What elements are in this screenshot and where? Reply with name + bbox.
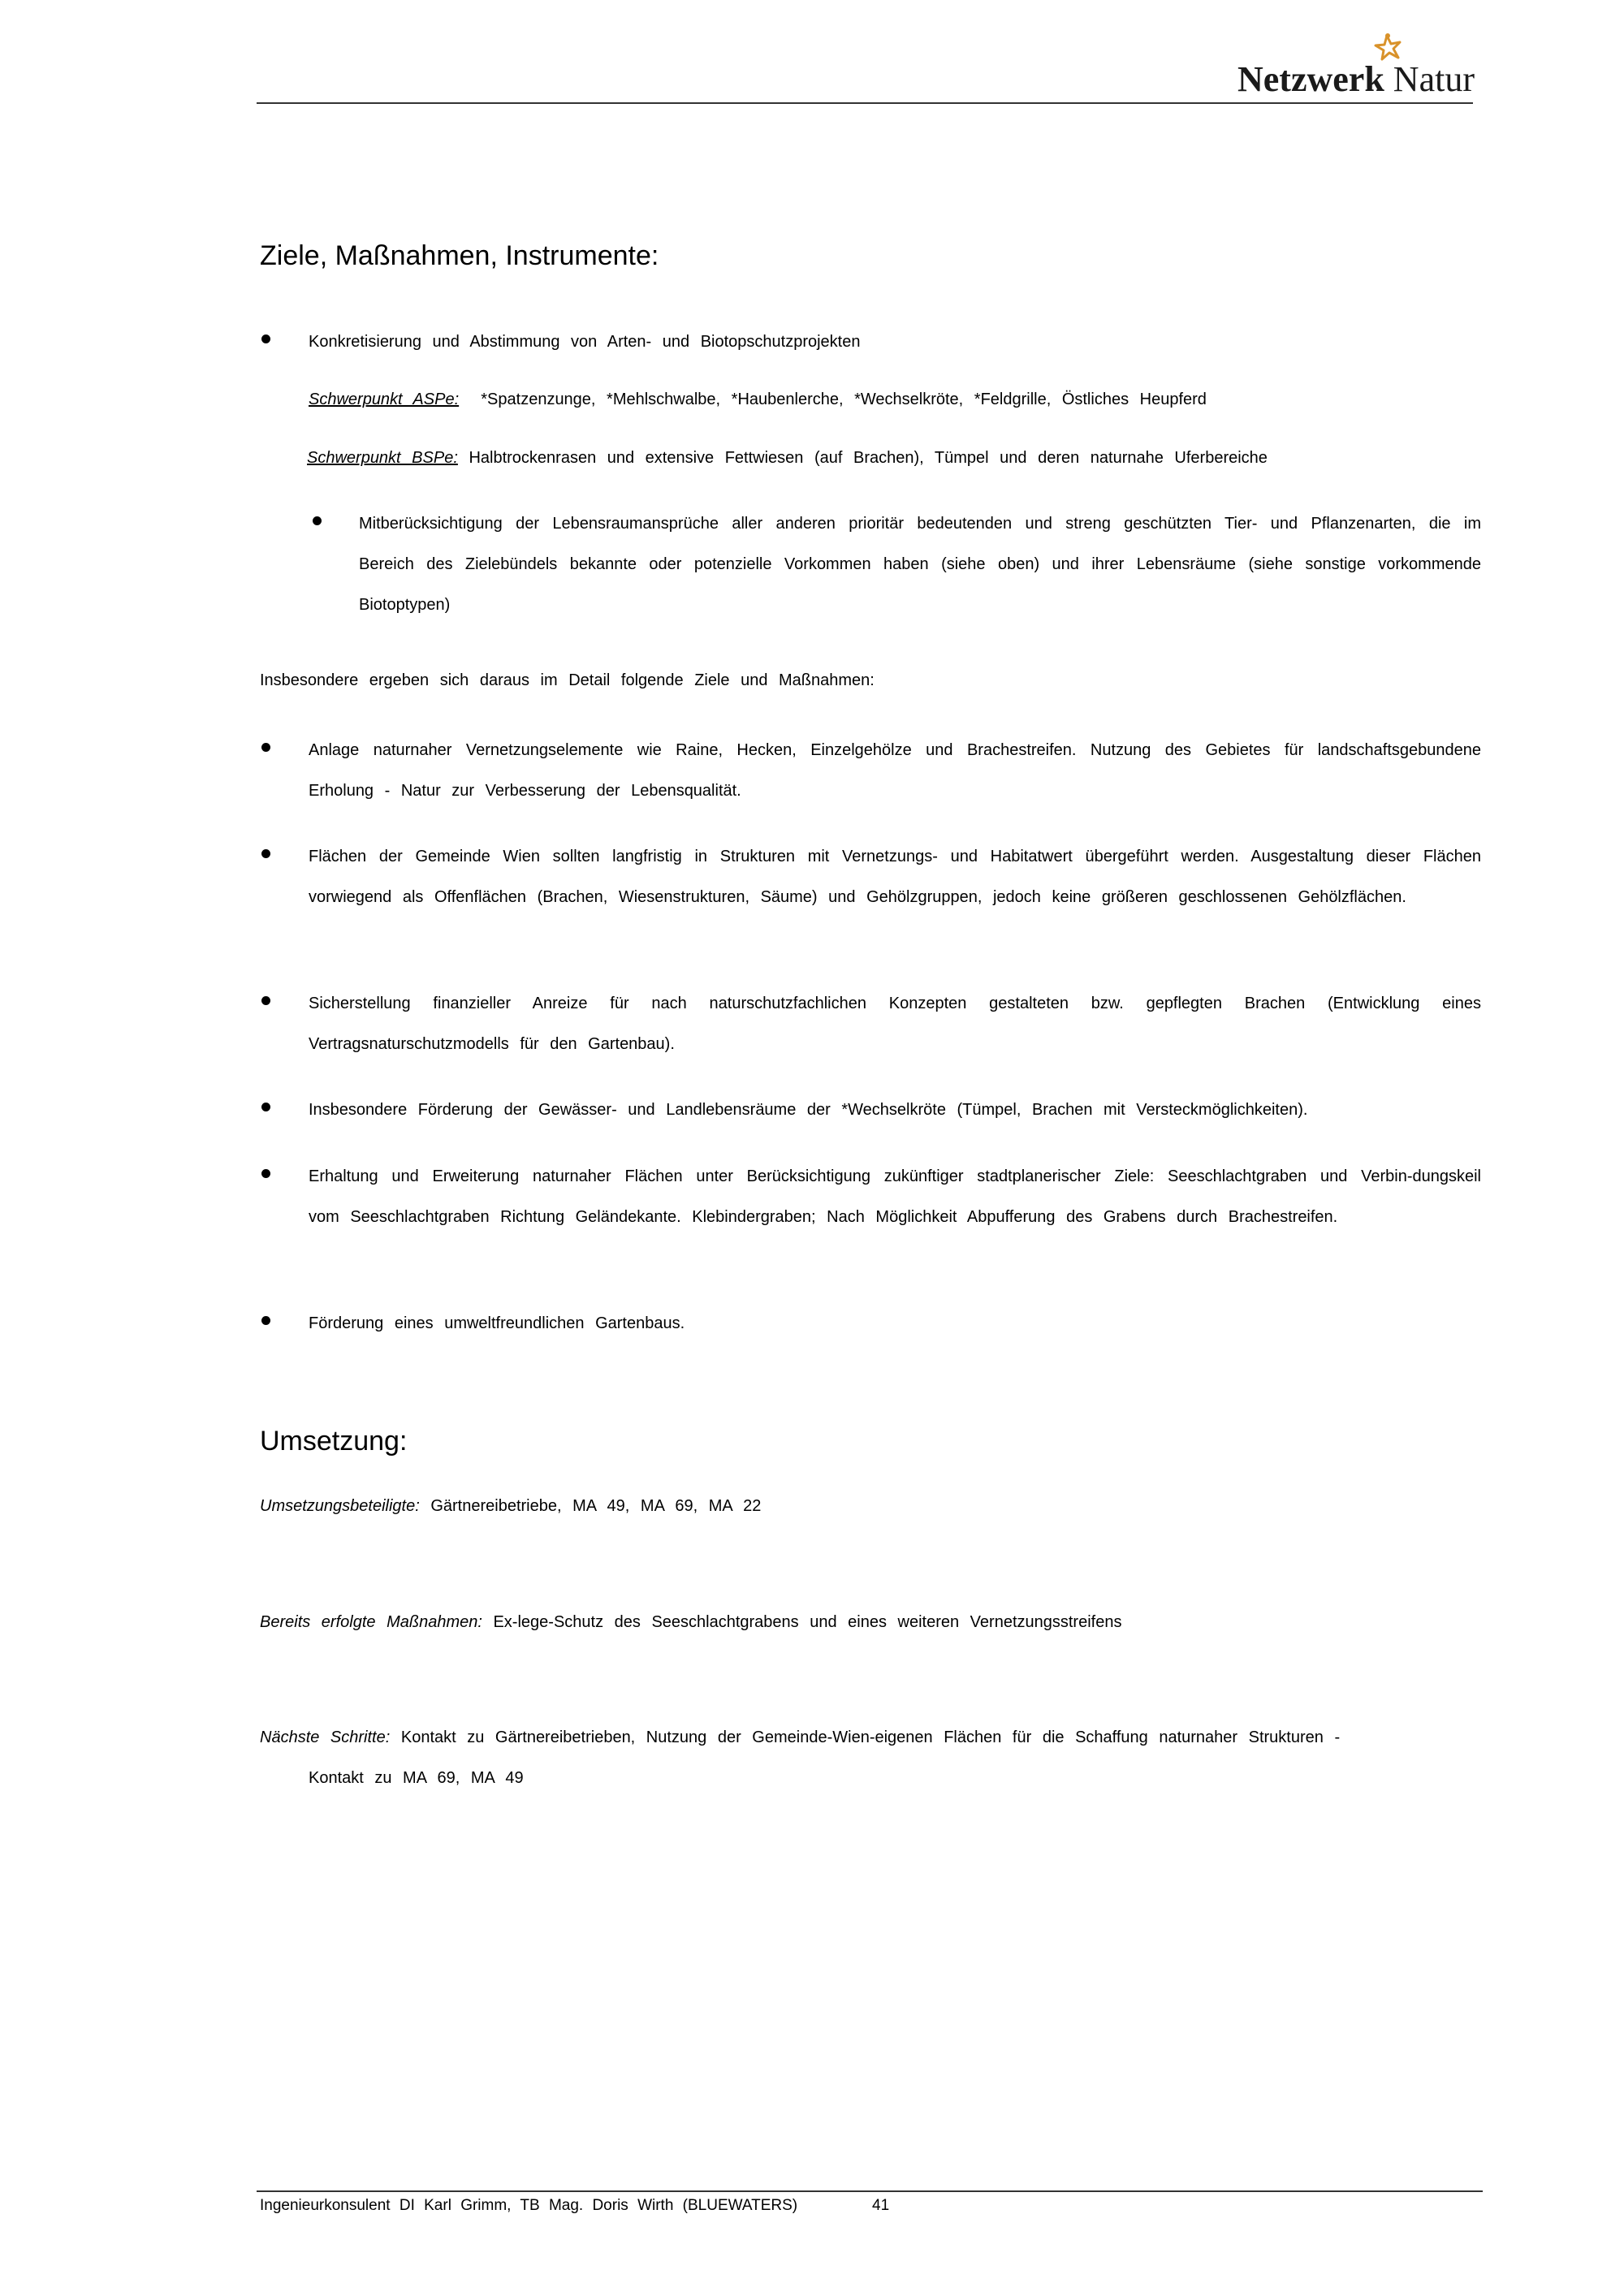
bullet-marker <box>261 334 270 343</box>
bspe-text: Halbtrockenrasen und extensive Fettwiesen (auf Brachen), Tümpel und deren naturnahe Uferbereiche <box>469 449 1268 467</box>
aspe-label: Schwerpunkt ASPe: <box>309 391 460 408</box>
bullet-marker <box>313 516 322 525</box>
beteiligte-label: Umsetzungsbeteiligte: <box>260 1497 420 1515</box>
bullet-marker <box>261 1169 270 1178</box>
naechste-label: Nächste Schritte: <box>260 1728 391 1746</box>
measure-item: Sicherstellung finanzieller Anreize für nach naturschutzfachlichen Konzepten gestalteten bzw. gepflegten Brachen (Entwicklung eines Vertragsnaturschutzmodells für den Gartenbau). <box>309 995 1481 1053</box>
section-title-umsetzung: Umsetzung: <box>260 1426 408 1457</box>
footer-author: Ingenieurkonsulent DI Karl Grimm, TB Mag. Doris Wirth (BLUEWATERS) <box>260 2197 798 2214</box>
intro-text: Insbesondere ergeben sich daraus im Detail folgende Ziele und Maßnahmen: <box>260 671 875 689</box>
bullet-marker <box>261 1316 270 1325</box>
bullet-marker <box>261 996 270 1005</box>
aspe-text: *Spatzenzunge, *Mehlschwalbe, *Haubenlerche, *Wechselkröte, *Feldgrille, Östliches Heupferd <box>481 391 1207 408</box>
measure-item: Anlage naturnaher Vernetzungselemente wie Raine, Hecken, Einzelgehölze und Brachestreifen. Nutzung des Gebietes für landschaftsgebundene Erholung - Natur zur Verbesserung der Lebensqualität. <box>309 741 1481 800</box>
header-divider <box>257 102 1473 104</box>
measure-item: Insbesondere Förderung der Gewässer- und Landlebensräume der *Wechselkröte (Tümpel, Brachen mit Versteckmöglichkeiten). <box>309 1101 1308 1119</box>
beteiligte-line <box>260 1486 761 1526</box>
section-title-ziele: Ziele, Maßnahmen, Instrumente: <box>260 240 659 271</box>
naechste-line <box>260 1717 1481 1758</box>
erfolgt-text: Ex-lege-Schutz des Seeschlachtgrabens und eines weiteren Vernetzungsstreifens <box>493 1613 1122 1631</box>
naechste-text: Kontakt zu Gärtnereibetrieben, Nutzung der Gemeinde-Wien-eigenen Flächen für die Schaffung naturnaher Strukturen - <box>400 1728 1341 1746</box>
aspe-line <box>309 379 1207 420</box>
bullet-marker <box>261 743 270 752</box>
erfolgt-line <box>260 1602 1121 1642</box>
bspe-label: Schwerpunkt BSPe: <box>307 449 458 467</box>
naechste-line-2: Kontakt zu MA 69, MA 49 <box>309 1769 524 1787</box>
footer-divider <box>257 2190 1483 2192</box>
logo-text: Netzwerk Natur <box>1237 59 1475 99</box>
bullet-marker <box>261 849 270 858</box>
measure-item: Förderung eines umweltfreundlichen Gartenbaus. <box>309 1314 685 1332</box>
beteiligte-text: Gärtnereibetriebe, MA 49, MA 69, MA 22 <box>430 1497 762 1515</box>
bspe-line <box>307 438 1268 478</box>
bullet-arten-biotop: Konkretisierung und Abstimmung von Arten- und Biotopschutzprojekten <box>309 333 861 351</box>
erfolgt-label: Bereits erfolgte Maßnahmen: <box>260 1613 482 1631</box>
logo <box>1237 32 1481 97</box>
page-number: 41 <box>872 2197 890 2214</box>
measure-item: Flächen der Gemeinde Wien sollten langfristig in Strukturen mit Vernetzungs- und Habitatwert übergeführt werden. Ausgestaltung dieser Flächen vorwiegend als Offenflächen (Brachen, Wiesenstrukturen, Säume) und Gehölzgruppen, jedoch keine größeren geschlossenen Gehölzflächen. <box>309 848 1481 906</box>
sub-bullet-lebensraum: Mitberücksichtigung der Lebensraumansprüche aller anderen prioritär bedeutenden und streng geschützten Tier- und Pflanzenarten, die im Bereich des Zielebündels bekannte oder potenzielle Vorkommen haben (siehe oben) und ihrer Lebensräume (siehe sonstige vorkommende Biotoptypen) <box>359 515 1481 614</box>
bullet-marker <box>261 1103 270 1111</box>
measure-item: Erhaltung und Erweiterung naturnaher Flächen unter Berücksichtigung zukünftiger stadtplanerischer Ziele: Seeschlachtgraben und Verbin-dungskeil vom Seeschlachtgraben Richtung Geländekante. Klebindergraben; Nach Möglichkeit Abpufferung des Grabens durch Brachestreifen. <box>309 1167 1481 1226</box>
